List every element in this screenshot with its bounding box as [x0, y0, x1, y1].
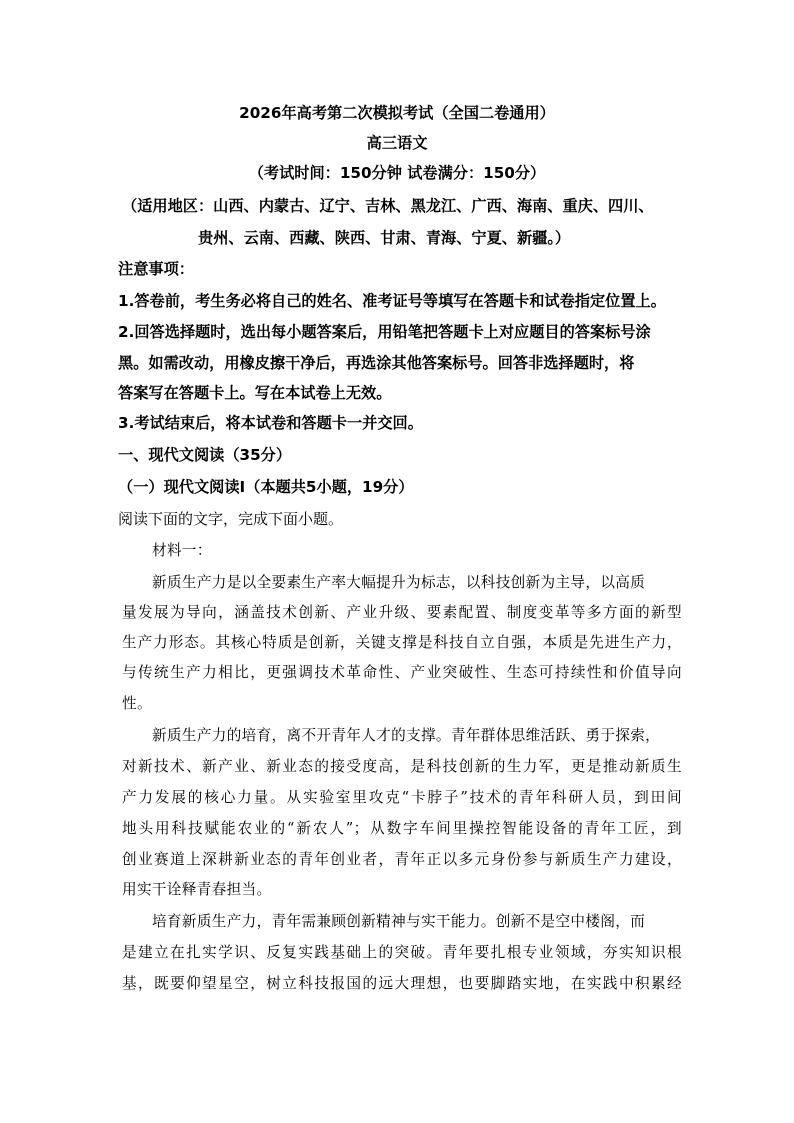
paragraph-line: 新质生产力的培育，离不开青年人才的支撑。青年群体思维活跃、勇于探索， — [152, 727, 661, 744]
regions-line-2: 贵州、云南、西藏、陕西、甘肃、青海、宁夏、新疆。） — [198, 229, 571, 247]
exam-title: 2026年高考第二次模拟考试（全国二卷通用） — [239, 104, 555, 122]
paragraph-line: 培育新质生产力，青年需兼顾创新精神与实干能力。创新不是空中楼阁，而 — [152, 913, 646, 930]
paragraph-line: 用实干诠释青春担当。 — [122, 881, 272, 898]
paragraph-line: 对新技术、新产业、新业态的接受度高，是科技创新的生力军，更是推动新质生 — [122, 758, 682, 775]
notice-item-3: 3.考试结束后，将本试卷和答题卡一并交回。 — [118, 414, 423, 432]
section-heading: 一、现代文阅读（35分） — [118, 446, 292, 464]
reading-instruction: 阅读下面的文字，完成下面小题。 — [118, 510, 344, 528]
subject-title: 高三语文 — [366, 134, 428, 152]
paragraph-line: 产力发展的核心力量。从实验室里攻克“卡脖子”技术的青年科研人员，到田间 — [122, 789, 682, 806]
paragraph-line: 基，既要仰望星空，树立科技报国的远大理想，也要脚踏实地，在实践中积累经 — [122, 975, 682, 992]
paragraph-line: 与传统生产力相比，更强调技术革命性、产业突破性、生态可持续性和价值导向 — [122, 664, 682, 681]
notice-heading: 注意事项： — [118, 260, 194, 278]
paragraph-line: 生产力形态。其核心特质是创新，关键支撑是科技自立自强，本质是先进生产力， — [122, 634, 682, 651]
material-label: 材料一： — [152, 542, 212, 559]
notice-item-2-line-1: 2.回答选择题时，选出每小题答案后，用铅笔把答题卡上对应题目的答案标号涂 — [118, 323, 651, 341]
notice-item-2-line-2: 黑。如需改动，用橡皮擦干净后，再选涂其他答案标号。回答非选择题时，将 — [118, 354, 635, 372]
paragraph-line: 是建立在扎实学识、反复实践基础上的突破。青年要扎根专业领域，夯实知识根 — [122, 944, 682, 961]
exam-info: （考试时间：150分钟 试卷满分：150分） — [248, 164, 546, 182]
paragraph-line: 创业赛道上深耕新业态的青年创业者，青年正以多元身份参与新质生产力建设， — [122, 851, 682, 868]
notice-item-1: 1.答卷前，考生务必将自己的姓名、准考证号等填写在答题卡和试卷指定位置上。 — [118, 292, 666, 310]
sub-section-heading: （一）现代文阅读Ⅰ（本题共5小题，19分） — [118, 478, 414, 496]
paragraph-line: 新质生产力是以全要素生产率大幅提升为标志，以科技创新为主导，以高质 — [152, 574, 646, 591]
regions-line-1: （适用地区：山西、内蒙古、辽宁、吉林、黑龙江、广西、海南、重庆、四川、 — [122, 197, 654, 215]
notice-item-2-line-3: 答案写在答题卡上。写在本试卷上无效。 — [118, 384, 392, 402]
paragraph-line: 地头用科技赋能农业的“新农人”；从数字车间里操控智能设备的青年工匠，到 — [122, 820, 682, 837]
paragraph-line: 性。 — [122, 695, 152, 712]
paragraph-line: 量发展为导向，涵盖技术创新、产业升级、要素配置、制度变革等多方面的新型 — [122, 604, 682, 621]
